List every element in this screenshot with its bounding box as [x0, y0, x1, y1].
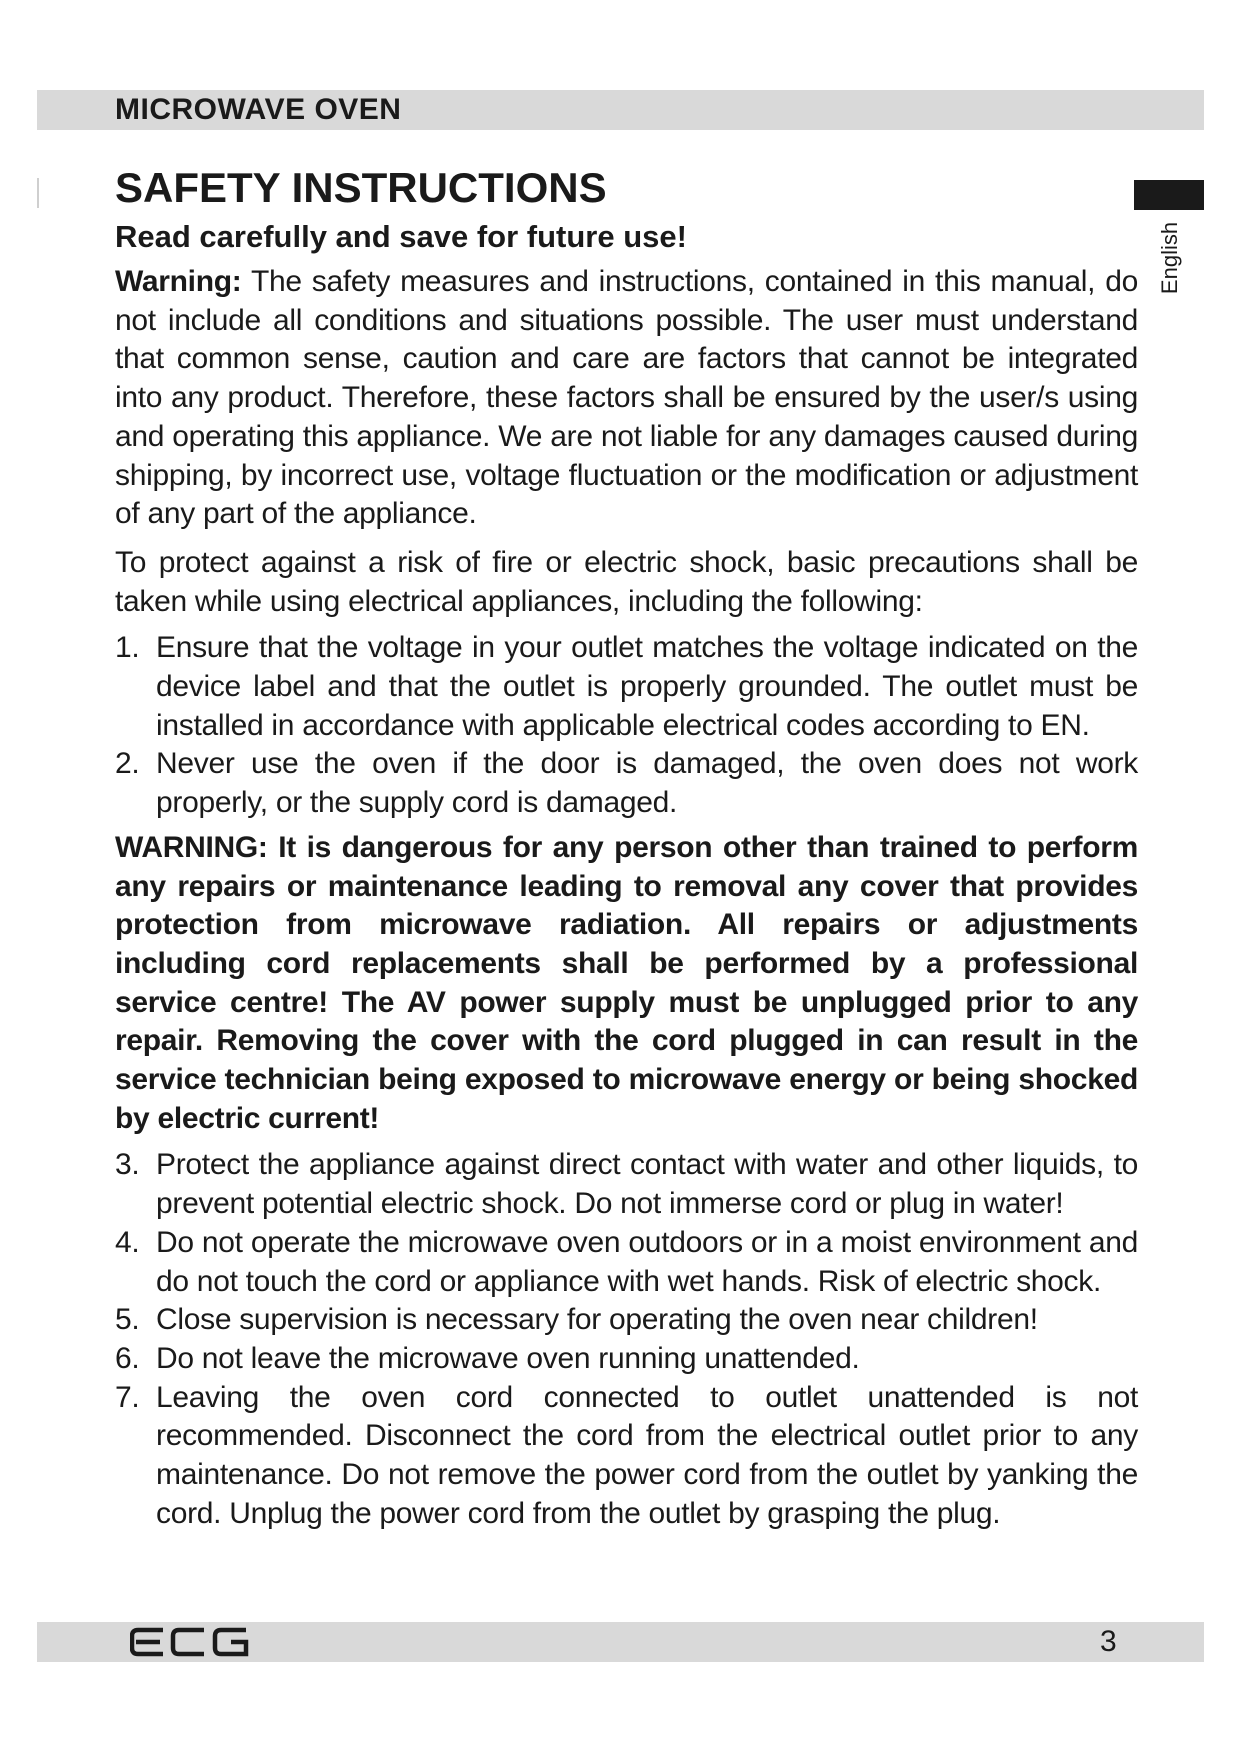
intro-warning-text: The safety measures and instructions, contained in this manual, do not include all conditions and situations possible. The user must understand that common sense, caution and care are factors that cannot be integrated into any product. Therefore, these factors shall be ensured by the user/s using and operating this appliance. We are not liable for any damages caused during shipping, by incorrect use, voltage fluctuation or the modification or adjustment of any part of the appliance.	[115, 265, 1138, 531]
document-header-title: MICROWAVE OVEN	[115, 93, 402, 126]
list-item	[115, 745, 1138, 822]
list-item-text: Close supervision is necessary for operating the oven near children!	[156, 1303, 1038, 1337]
list-item-number: 3.	[115, 1148, 140, 1182]
page-number: 3	[1100, 1625, 1117, 1658]
list-item	[115, 1146, 1138, 1223]
list-item-number: 1.	[115, 631, 140, 665]
language-label: English	[1157, 221, 1182, 295]
list-item-text: Never use the oven if the door is damaged, the oven does not work properly, or the supply cord is damaged.	[156, 747, 1138, 820]
list-item-text: Do not leave the microwave oven running unattended.	[156, 1341, 860, 1375]
intro-warning-label: Warning:	[115, 265, 242, 298]
list-item-number: 2.	[115, 747, 140, 781]
page-content	[115, 163, 1138, 1538]
instruction-list-b	[115, 1146, 1138, 1533]
list-item	[115, 1340, 1138, 1379]
list-item	[115, 1379, 1138, 1534]
page-subtitle: Read carefully and save for future use!	[115, 219, 687, 254]
repair-warning-block: WARNING: It is dangerous for any person other than trained to perform any repairs or maintenance leading to removal any cover that provides protection from microwave radiation. All repairs or adjustments including cord replacements shall be performed by a professional service centre! The AV power supply must be unplugged prior to any repair. Removing the cover with the cord plugged in can result in the service technician being exposed to microwave energy or being shocked by electric current!	[115, 830, 1138, 1135]
list-item-number: 4.	[115, 1225, 140, 1259]
list-item-number: 5.	[115, 1303, 140, 1337]
intro-warning-paragraph	[115, 263, 1138, 534]
list-item-number: 7.	[115, 1380, 140, 1414]
list-item-number: 6.	[115, 1341, 140, 1375]
list-item-text: Do not operate the microwave oven outdoors or in a moist environment and do not touch the cord or appliance with wet hands. Risk of electric shock.	[156, 1225, 1138, 1298]
ecg-logo	[130, 1627, 250, 1657]
precautions-intro: To protect against a risk of fire or electric shock, basic precautions shall be taken while using electrical appliances, including the following:	[115, 545, 1138, 618]
list-item	[115, 1301, 1138, 1340]
list-item-text: Ensure that the voltage in your outlet matches the voltage indicated on the device label and that the outlet is properly grounded. The outlet must be installed in accordance with applicable electrical codes according to EN.	[156, 631, 1138, 742]
language-tab	[1134, 180, 1204, 210]
page-title: SAFETY INSTRUCTIONS	[115, 164, 607, 211]
list-item	[115, 629, 1138, 745]
instruction-list-a	[115, 629, 1138, 823]
list-item	[115, 1224, 1138, 1301]
margin-mark	[37, 178, 39, 208]
list-item-text: Leaving the oven cord connected to outlet unattended is not recommended. Disconnect the cord from the electrical outlet prior to any maintenance. Do not remove the power cord from the outlet by yanking the cord. Unplug the power cord from the outlet by grasping the plug.	[156, 1380, 1138, 1530]
list-item-text: Protect the appliance against direct contact with water and other liquids, to prevent potential electric shock. Do not immerse cord or plug in water!	[156, 1148, 1138, 1221]
